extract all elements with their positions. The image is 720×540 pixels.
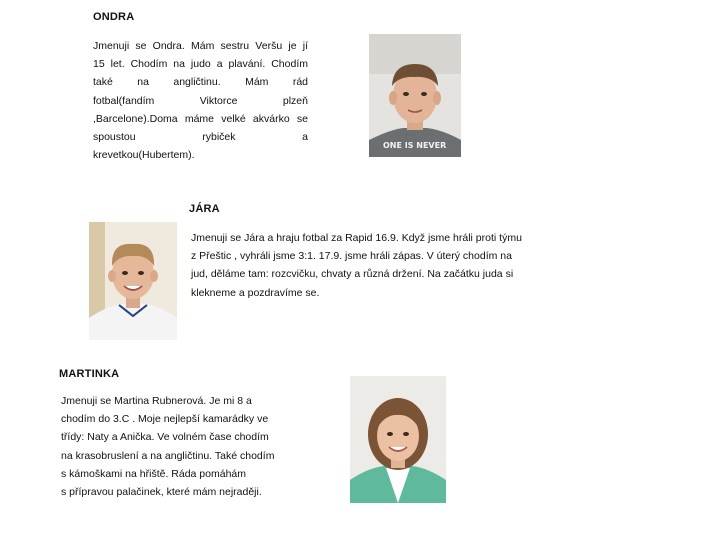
martinka-line: třídy: Naty a Anička. Ve volném čase chodím xyxy=(61,431,269,444)
ondra-line: spoustou rybiček a xyxy=(93,131,308,144)
martinka-line: Jmenuji se Martina Rubnerová. Je mi 8 a xyxy=(61,395,252,407)
ondra-paragraph xyxy=(93,37,308,164)
martinka-heading: MARTINKA xyxy=(59,368,120,380)
martinka-line: na krasobruslení a na angličtinu. Také chodím xyxy=(61,449,275,462)
jara-line: klekneme a pozdravíme se. xyxy=(191,286,320,299)
jara-line: Jmenuji se Jára a hraju fotbal za Rapid 16.9. Když jsme hráli proti týmu xyxy=(191,232,522,244)
jara-line: jud, děláme tam: rozcvičku, chvaty a různá držení. Na začátku juda si xyxy=(191,268,514,281)
jara-photo xyxy=(89,222,177,340)
ondra-line: také na angličtinu. Mám rád xyxy=(93,76,308,89)
martinka-paragraph xyxy=(61,392,301,501)
martinka-line: chodím do 3.C . Moje nejlepší kamarádky ve xyxy=(61,413,269,426)
ondra-line: 15 let. Chodím na judo a plavání. Chodím xyxy=(93,58,308,71)
martinka-line: s kámoškami na hřiště. Ráda pomáhám xyxy=(61,467,246,480)
ondra-line: Jmenuji se Ondra. Mám sestru Veršu je jí xyxy=(93,40,308,52)
martinka-line: s přípravou palačinek, které mám nejraději. xyxy=(61,486,262,499)
ondra-line: krevetkou(Hubertem). xyxy=(93,149,195,162)
ondra-line: fotbal(fandím Viktorce plzeň xyxy=(93,94,308,107)
ondra-shirt-text: ONE IS NEVER xyxy=(383,141,447,150)
jara-line: z Přeštic , vyhráli jsme 3:1. 17.9. jsme hráli zápas. V úterý chodím na xyxy=(191,250,512,263)
jara-heading: JÁRA xyxy=(189,203,220,215)
jara-paragraph xyxy=(191,229,561,302)
martinka-photo xyxy=(350,376,446,503)
ondra-heading: ONDRA xyxy=(93,11,135,23)
ondra-line: ,Barcelone).Doma máme velké akvárko se xyxy=(93,112,308,125)
ondra-photo xyxy=(369,34,461,157)
